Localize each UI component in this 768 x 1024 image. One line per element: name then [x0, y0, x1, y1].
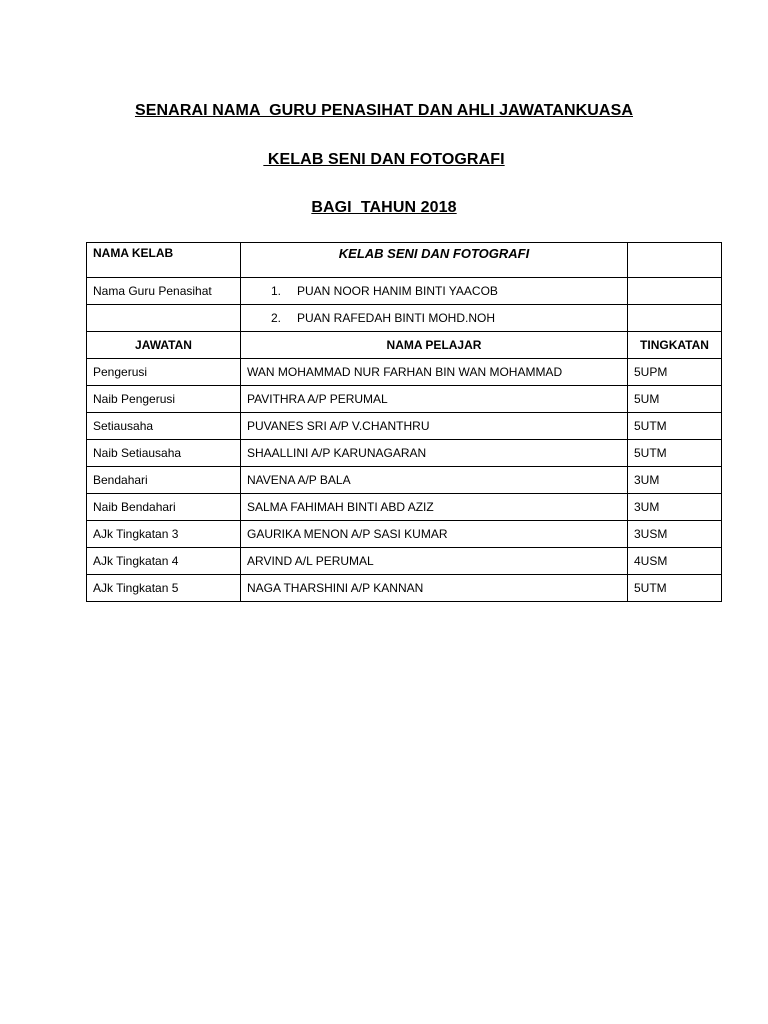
table-row — [87, 440, 722, 467]
club-label: NAMA KELAB — [87, 243, 241, 278]
form-cell: 3UM — [628, 467, 722, 494]
form-cell: 5UTM — [628, 440, 722, 467]
table-row — [87, 386, 722, 413]
header-position: JAWATAN — [87, 332, 241, 359]
committee-table — [86, 242, 722, 602]
position-cell: Naib Setiausaha — [87, 440, 241, 467]
position-cell: AJk Tingkatan 4 — [87, 548, 241, 575]
position-cell: Naib Pengerusi — [87, 386, 241, 413]
form-cell: 5UM — [628, 386, 722, 413]
student-name-cell: NAGA THARSHINI A/P KANNAN — [241, 575, 628, 602]
position-cell: Pengerusi — [87, 359, 241, 386]
student-name-cell: PAVITHRA A/P PERUMAL — [241, 386, 628, 413]
student-name-cell: SALMA FAHIMAH BINTI ABD AZIZ — [241, 494, 628, 521]
table-row — [87, 413, 722, 440]
form-cell: 4USM — [628, 548, 722, 575]
advisor-row — [87, 278, 722, 305]
table-row — [87, 494, 722, 521]
position-cell: AJk Tingkatan 3 — [87, 521, 241, 548]
empty-cell — [628, 305, 722, 332]
empty-cell — [87, 305, 241, 332]
club-name: KELAB SENI DAN FOTOGRAFI — [241, 243, 628, 278]
column-header-row — [87, 332, 722, 359]
empty-cell — [628, 278, 722, 305]
student-name-cell: SHAALLINI A/P KARUNAGARAN — [241, 440, 628, 467]
form-cell: 5UTM — [628, 413, 722, 440]
table-row — [87, 359, 722, 386]
position-cell: AJk Tingkatan 5 — [87, 575, 241, 602]
year-title: BAGI TAHUN 2018 — [311, 199, 457, 216]
table-row — [87, 521, 722, 548]
student-name-cell: ARVIND A/L PERUMAL — [241, 548, 628, 575]
document-title: SENARAI NAMA GURU PENASIHAT DAN AHLI JAWATANKUASA — [134, 102, 634, 119]
empty-cell — [628, 243, 722, 278]
club-title: KELAB SENI DAN FOTOGRAFI — [263, 151, 505, 168]
position-cell: Setiausaha — [87, 413, 241, 440]
advisor-row — [87, 305, 722, 332]
position-cell: Naib Bendahari — [87, 494, 241, 521]
advisor-cell — [241, 278, 628, 305]
advisor-name: PUAN NOOR HANIM BINTI YAACOB — [297, 284, 498, 298]
table-row — [87, 548, 722, 575]
advisor-name: PUAN RAFEDAH BINTI MOHD.NOH — [297, 311, 496, 325]
header-form: TINGKATAN — [628, 332, 722, 359]
form-cell: 3UM — [628, 494, 722, 521]
table-row — [87, 575, 722, 602]
club-row — [87, 243, 722, 278]
student-name-cell: NAVENA A/P BALA — [241, 467, 628, 494]
form-cell: 5UPM — [628, 359, 722, 386]
student-name-cell: GAURIKA MENON A/P SASI KUMAR — [241, 521, 628, 548]
advisor-cell — [241, 305, 628, 332]
advisor-number: 2. — [271, 311, 282, 325]
form-cell: 5UTM — [628, 575, 722, 602]
advisor-label: Nama Guru Penasihat — [87, 278, 241, 305]
position-cell: Bendahari — [87, 467, 241, 494]
advisor-number: 1. — [271, 284, 282, 298]
form-cell: 3USM — [628, 521, 722, 548]
header-student: NAMA PELAJAR — [241, 332, 628, 359]
table-row — [87, 467, 722, 494]
student-name-cell: WAN MOHAMMAD NUR FARHAN BIN WAN MOHAMMAD — [241, 359, 628, 386]
student-name-cell: PUVANES SRI A/P V.CHANTHRU — [241, 413, 628, 440]
